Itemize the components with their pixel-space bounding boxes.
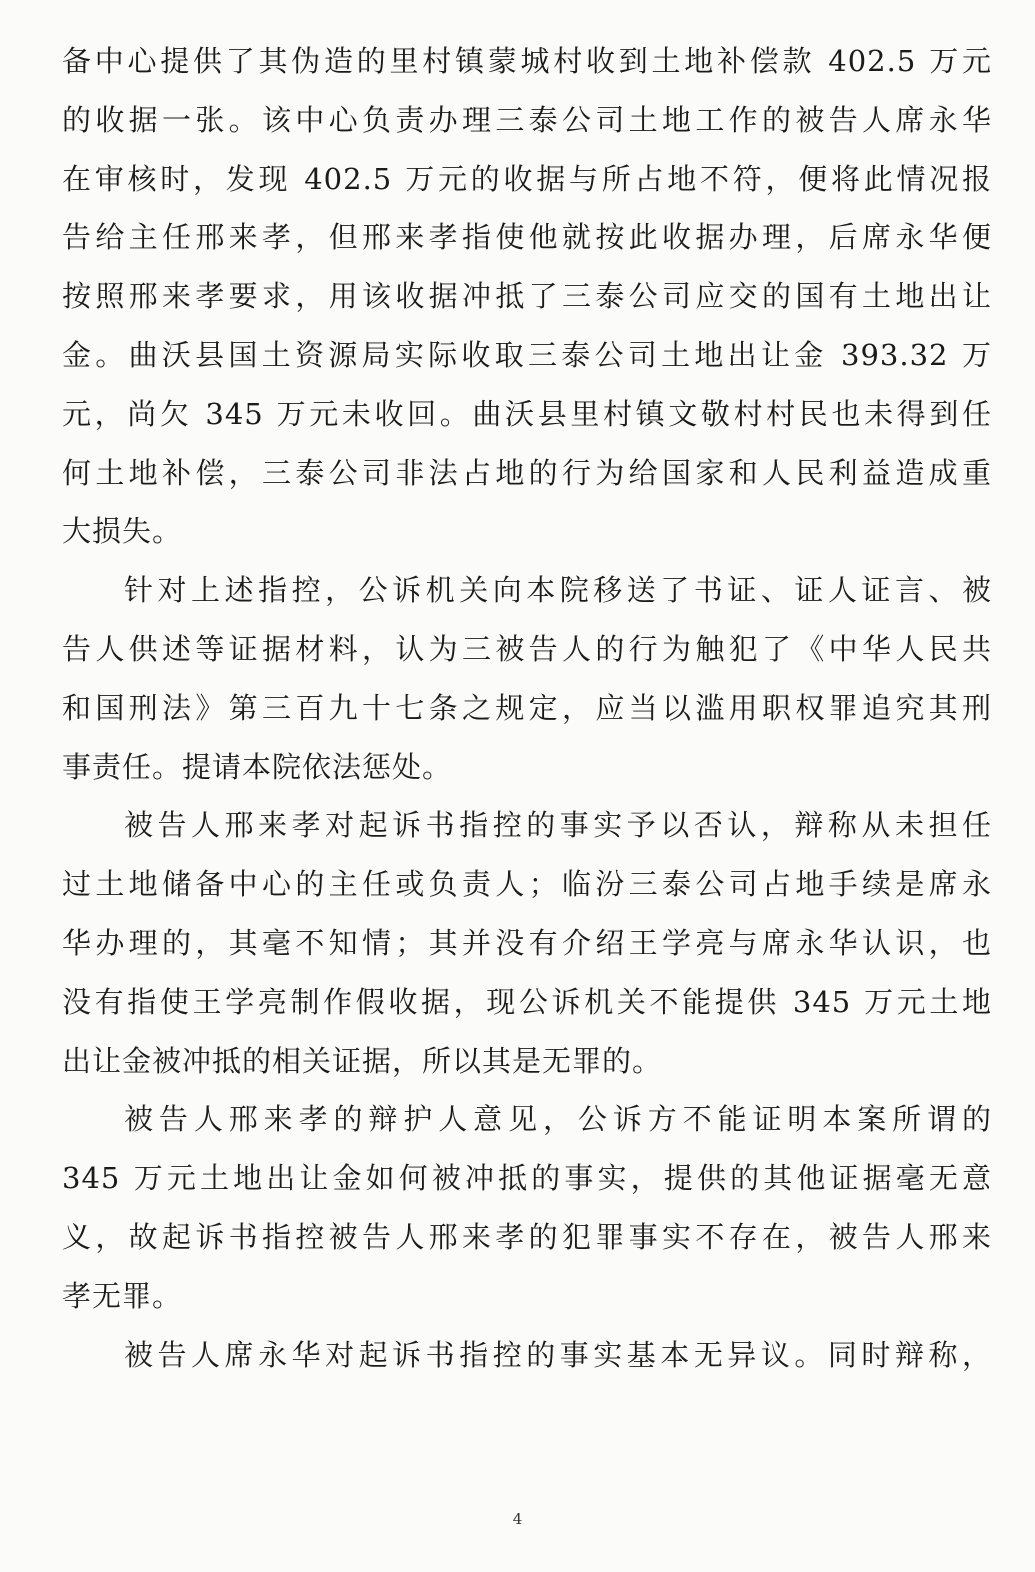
document-body bbox=[62, 32, 992, 1384]
text-line: 和国刑法》第三百九十七条之规定，应当以滥用职权罪追究其刑 bbox=[62, 690, 992, 725]
text-line: 义，故起诉书指控被告人邢来孝的犯罪事实不存在，被告人邢来 bbox=[62, 1219, 992, 1254]
text-line: 的收据一张。该中心负责办理三泰公司土地工作的被告人席永华 bbox=[62, 102, 992, 137]
text-line: 被告人邢来孝的辩护人意见，公诉方不能证明本案所谓的 bbox=[124, 1102, 992, 1137]
text-line: 何土地补偿，三泰公司非法占地的行为给国家和人民利益造成重 bbox=[62, 455, 992, 490]
text-line: 出让金被冲抵的相关证据，所以其是无罪的。 bbox=[62, 1043, 663, 1078]
text-line: 告给主任邢来孝，但邢来孝指使他就按此收据办理，后席永华便 bbox=[62, 220, 992, 255]
page-number: 4 bbox=[512, 1510, 523, 1528]
text-line: 被告人席永华对起诉书指控的事实基本无异议。同时辩称， bbox=[124, 1337, 992, 1372]
text-line: 按照邢来孝要求，用该收据冲抵了三泰公司应交的国有土地出让 bbox=[62, 279, 992, 314]
text-line: 金。曲沃县国土资源局实际收取三泰公司土地出让金 393.32 万 bbox=[62, 337, 992, 372]
text-line: 针对上述指控，公诉机关向本院移送了书证、证人证言、被 bbox=[124, 573, 992, 608]
text-line: 华办理的，其毫不知情；其并没有介绍王学亮与席永华认识，也 bbox=[62, 925, 992, 960]
text-line: 事责任。提请本院依法惩处。 bbox=[62, 749, 453, 784]
text-line: 没有指使王学亮制作假收据，现公诉机关不能提供 345 万元土地 bbox=[62, 984, 992, 1019]
text-line: 元，尚欠 345 万元未收回。曲沃县里村镇文敬村村民也未得到任 bbox=[62, 396, 992, 431]
text-line: 在审核时，发现 402.5 万元的收据与所占地不符，便将此情况报 bbox=[62, 161, 992, 196]
text-line: 孝无罪。 bbox=[62, 1278, 183, 1313]
text-line: 备中心提供了其伪造的里村镇蒙城村收到土地补偿款 402.5 万元 bbox=[62, 44, 992, 78]
text-line: 被告人邢来孝对起诉书指控的事实予以否认，辩称从未担任 bbox=[124, 808, 992, 843]
text-line: 过土地储备中心的主任或负责人；临汾三泰公司占地手续是席永 bbox=[62, 867, 992, 902]
text-line: 告人供述等证据材料，认为三被告人的行为触犯了《中华人民共 bbox=[62, 631, 992, 666]
text-line: 大损失。 bbox=[62, 514, 183, 549]
text-line: 345 万元土地出让金如何被冲抵的事实，提供的其他证据毫无意 bbox=[62, 1161, 992, 1196]
